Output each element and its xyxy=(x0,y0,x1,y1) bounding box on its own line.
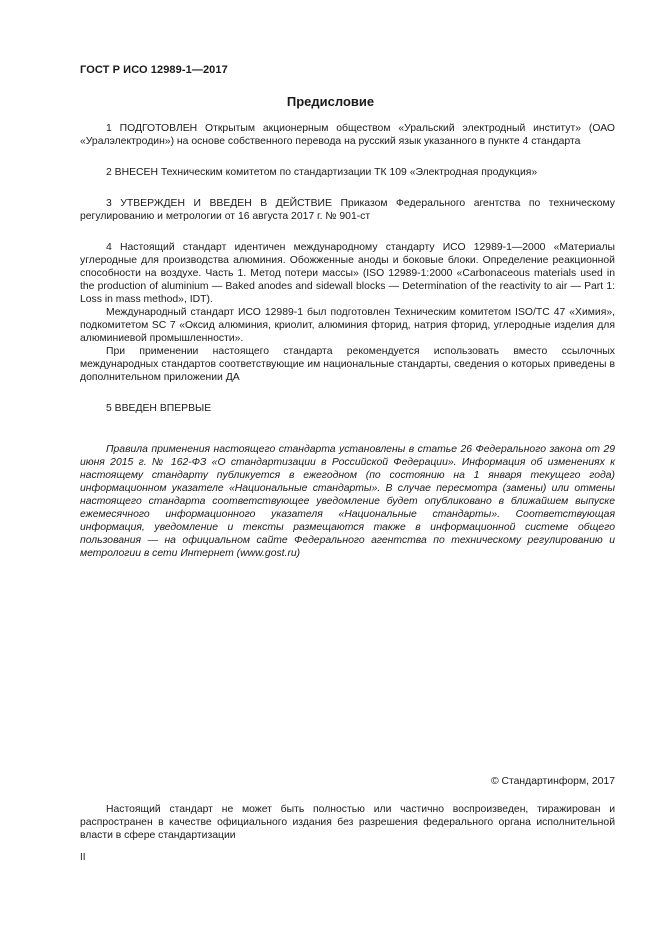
rules-notice: Правила применения настоящего стандарта установлены в статье 26 Федерального закона от 29 июня 2015 г. № 162-ФЗ «О стандартизации в Российской Федерации». Информация об изменениях к настоящему стандарту публикуется в ежегодном (по состоянию на 1 января текущего года) информационном указателе «Национальные стандарты». В случае пересмотра (замены) или отмены настоящего стандарта соответствующее уведомление будет опубликовано в ближайшем выпуске ежемесячного информационного указателя «Национальные стандарты». Соответствующая информация, уведомление и тексты размещаются также в информационной системе общего пользования — на официальном сайте Федерального агентства по техническому регулированию и метрологии в сети Интернет (www.gost.ru) xyxy=(80,444,615,559)
paragraph-4-committee: Международный стандарт ИСО 12989-1 был подготовлен Техническим комитетом ISO/TC 47 «Химия», подкомитетом SC 7 «Оксид алюминия, криолит, алюминия фторид, натрия фторид, углеродные изделия для алюминиевой промышленности». xyxy=(80,307,615,344)
document-id-header: ГОСТ Р ИСО 12989-1—2017 xyxy=(80,64,228,76)
paragraph-4-references: При применении настоящего стандарта рекомендуется использовать вместо ссылочных международных стандартов соответствующие им национальные стандарты, сведения о которых приведены в дополнительном приложении ДА xyxy=(80,346,615,383)
paragraph-1-prepared: 1 ПОДГОТОВЛЕН Открытым акционерным обществом «Уральский электродный институт» (ОАО «Уралэлектродин») на основе собственного перевода на русский язык указанного в пункте 4 стандарта xyxy=(80,123,615,147)
reproduction-rights: Настоящий стандарт не может быть полностью или частично воспроизведен, тиражирован и распространен в качестве официального издания без разрешения федерального органа исполнительной власти в сфере стандартизации xyxy=(80,804,615,841)
page-number: II xyxy=(80,852,86,863)
paragraph-5-first-introduced: 5 ВВЕДЕН ВПЕРВЫЕ xyxy=(106,403,212,414)
paragraph-3-approved: 3 УТВЕРЖДЕН И ВВЕДЕН В ДЕЙСТВИЕ Приказом Федерального агентства по техническому регулированию и метрологии от 16 августа 2017 г. № 901-ст xyxy=(80,198,615,222)
section-title: Предисловие xyxy=(286,94,375,109)
copyright-line: © Стандартинформ, 2017 xyxy=(490,776,615,787)
paragraph-4-identical: 4 Настоящий стандарт идентичен международному стандарту ИСО 12989-1—2000 «Материалы углеродные для производства алюминия. Обожженные аноды и боковые блоки. Определение реакционной способности на воздухе. Часть 1. Метод потери массы» (ISO 12989-1:2000 «Carbonaceous materials used in the production of aluminium — Baked anodes and sidewall blocks — Determination of the reactivity to air — Part 1: Loss in mass method», IDT). xyxy=(80,242,615,305)
paragraph-2-introduced: 2 ВНЕСЕН Техническим комитетом по стандартизации ТК 109 «Электродная продукция» xyxy=(106,167,538,178)
foreword-body xyxy=(80,122,615,415)
